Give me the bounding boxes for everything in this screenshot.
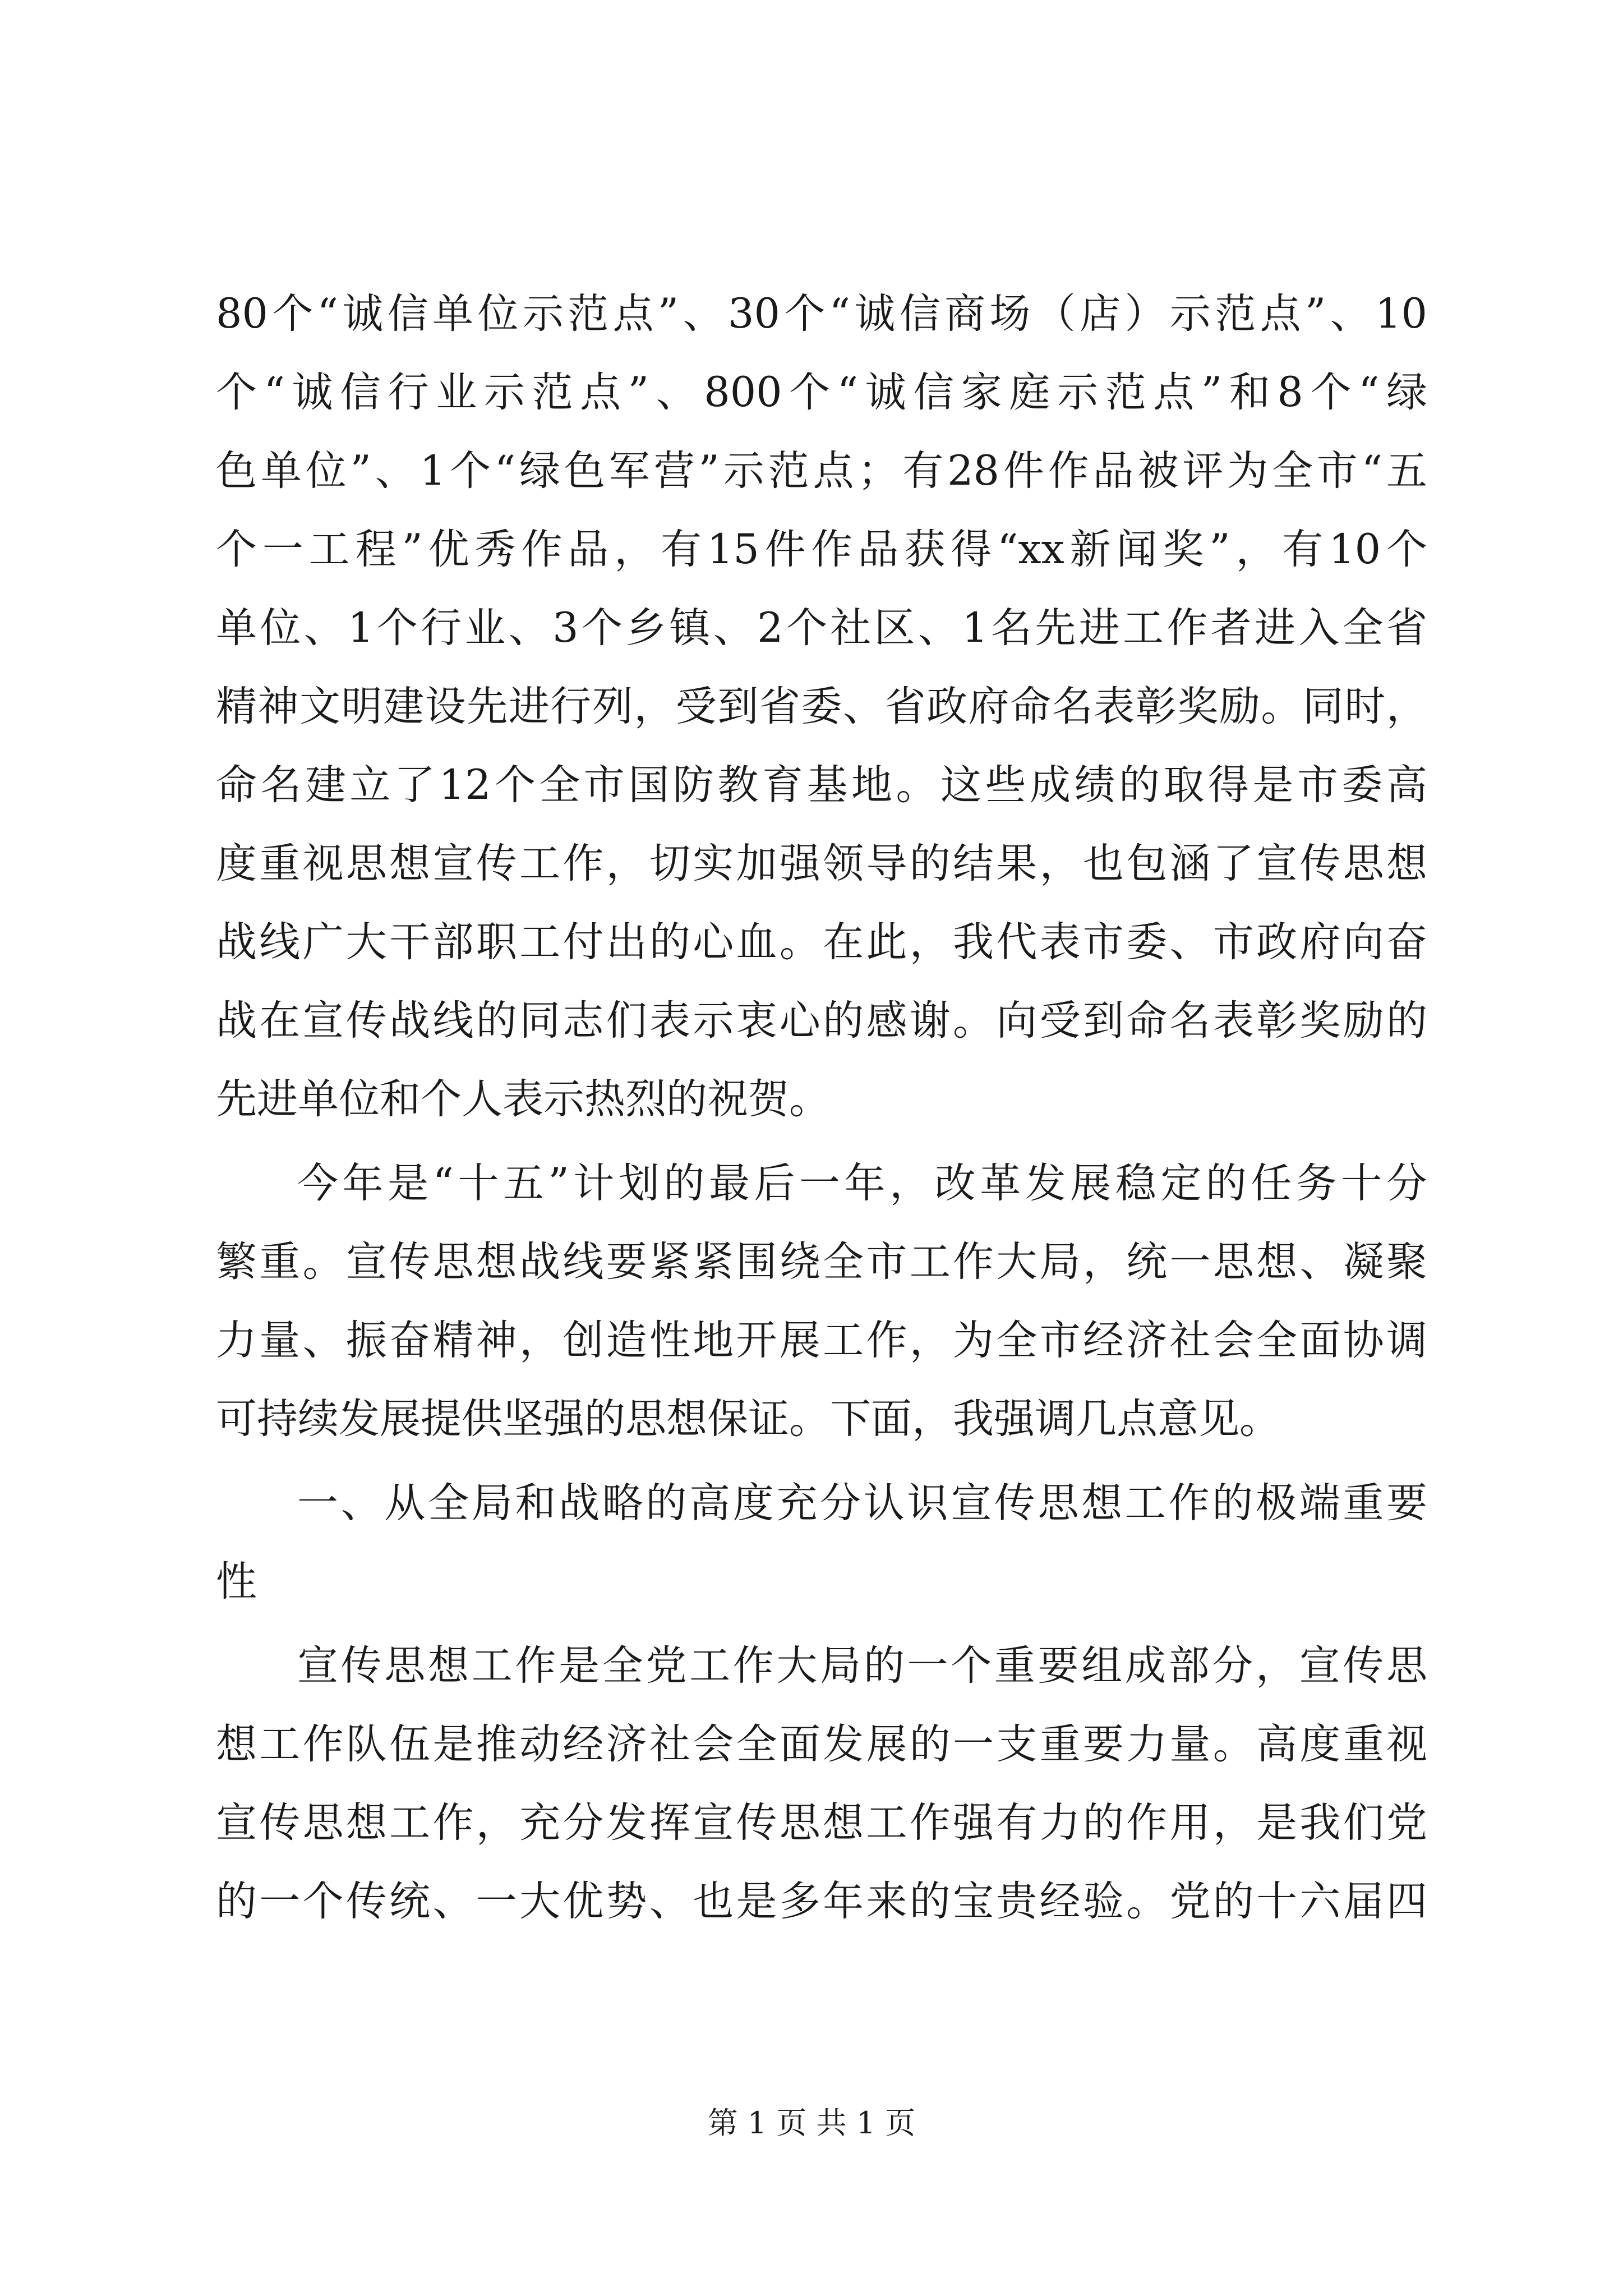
section-heading-line: 性 — [216, 1558, 257, 1605]
text-line: 战线广大干部职工付出的心血。在此，我代表市委、市政府向奋 — [216, 918, 1427, 966]
text-line: 力量、振奋精神，创造性地开展工作，为全市经济社会全面协调 — [216, 1317, 1427, 1364]
text-line: 战在宣传战线的同志们表示衷心的感谢。向受到命名表彰奖励的 — [216, 997, 1427, 1045]
text-line: 可持续发展提供坚强的思想保证。下面，我强调几点意见。 — [216, 1395, 1280, 1443]
text-line: 繁重。宣传思想战线要紧紧围绕全市工作大局，统一思想、凝聚 — [216, 1238, 1427, 1286]
text-line: 先进单位和个人表示热烈的祝贺。 — [216, 1075, 830, 1123]
text-line: 个一工程”优秀作品，有15件作品获得“xx新闻奖”，有10个 — [216, 526, 1427, 573]
text-line: 想工作队伍是推动经济社会全面发展的一支重要力量。高度重视 — [216, 1720, 1427, 1768]
text-line: 命名建立了12个全市国防教育基地。这些成绩的取得是市委高 — [216, 761, 1427, 809]
page-number-footer: 第 1 页 共 1 页 — [707, 2105, 916, 2141]
text-line: 宣传思想工作，充分发挥宣传思想工作强有力的作用，是我们党 — [216, 1799, 1427, 1847]
text-line: 色单位”、1个“绿色军营”示范点；有28件作品被评为全市“五 — [216, 447, 1427, 495]
text-line: 今年是“十五”计划的最后一年，改革发展稳定的任务十分 — [297, 1159, 1427, 1207]
text-line: 度重视思想宣传工作，切实加强领导的结果，也包涵了宣传思想 — [216, 840, 1427, 887]
text-line: 的一个传统、一大优势、也是多年来的宝贵经验。党的十六届四 — [216, 1878, 1427, 1925]
text-line: 宣传思想工作是全党工作大局的一个重要组成部分，宣传思 — [297, 1642, 1427, 1690]
text-line: 精神文明建设先进行列，受到省委、省政府命名表彰奖励。同时， — [216, 683, 1427, 730]
section-heading-line: 一、从全局和战略的高度充分认识宣传思想工作的极端重要 — [297, 1479, 1427, 1527]
text-line: 80个“诚信单位示范点”、30个“诚信商场（店）示范点”、10 — [216, 290, 1427, 338]
text-line: 单位、1个行业、3个乡镇、2个社区、1名先进工作者进入全省 — [216, 604, 1427, 652]
text-line: 个“诚信行业示范点”、800个“诚信家庭示范点”和8个“绿 — [216, 369, 1427, 416]
